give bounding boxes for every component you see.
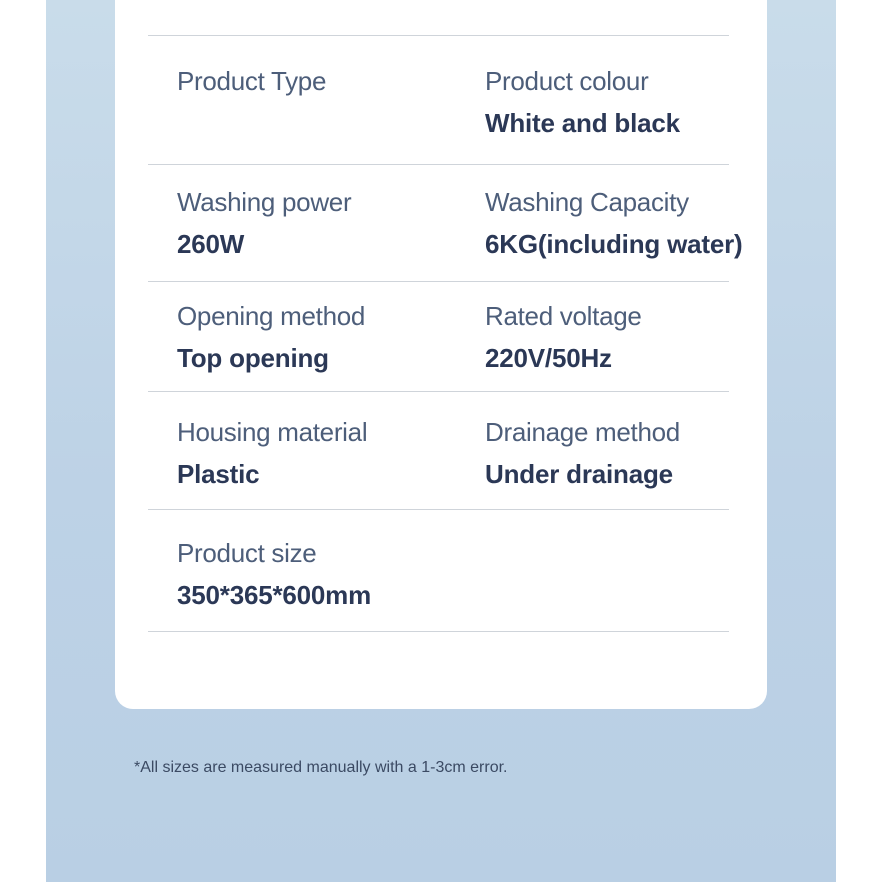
divider bbox=[148, 164, 729, 165]
spec-label: Product size bbox=[177, 538, 317, 568]
divider bbox=[148, 391, 729, 392]
spec-value: 260W bbox=[177, 229, 245, 259]
spec-label: Housing material bbox=[177, 417, 368, 447]
spec-label: Drainage method bbox=[485, 417, 680, 447]
divider bbox=[148, 35, 729, 36]
spec-label: Washing power bbox=[177, 187, 352, 217]
spec-label: Rated voltage bbox=[485, 301, 642, 331]
spec-value: Plastic bbox=[177, 459, 260, 489]
spec-value: 6KG(including water) bbox=[485, 229, 743, 259]
spec-value: White and black bbox=[485, 108, 680, 138]
divider bbox=[148, 281, 729, 282]
spec-value: Top opening bbox=[177, 343, 329, 373]
spec-label: Product colour bbox=[485, 66, 649, 96]
spec-value: 220V/50Hz bbox=[485, 343, 612, 373]
spec-label: Product Type bbox=[177, 66, 327, 96]
divider bbox=[148, 631, 729, 632]
spec-value: 350*365*600mm bbox=[177, 580, 372, 610]
spec-label: Opening method bbox=[177, 301, 366, 331]
divider bbox=[148, 509, 729, 510]
footnote: *All sizes are measured manually with a 1-3cm error. bbox=[134, 759, 508, 776]
spec-label: Washing Capacity bbox=[485, 187, 689, 217]
spec-value: Under drainage bbox=[485, 459, 673, 489]
